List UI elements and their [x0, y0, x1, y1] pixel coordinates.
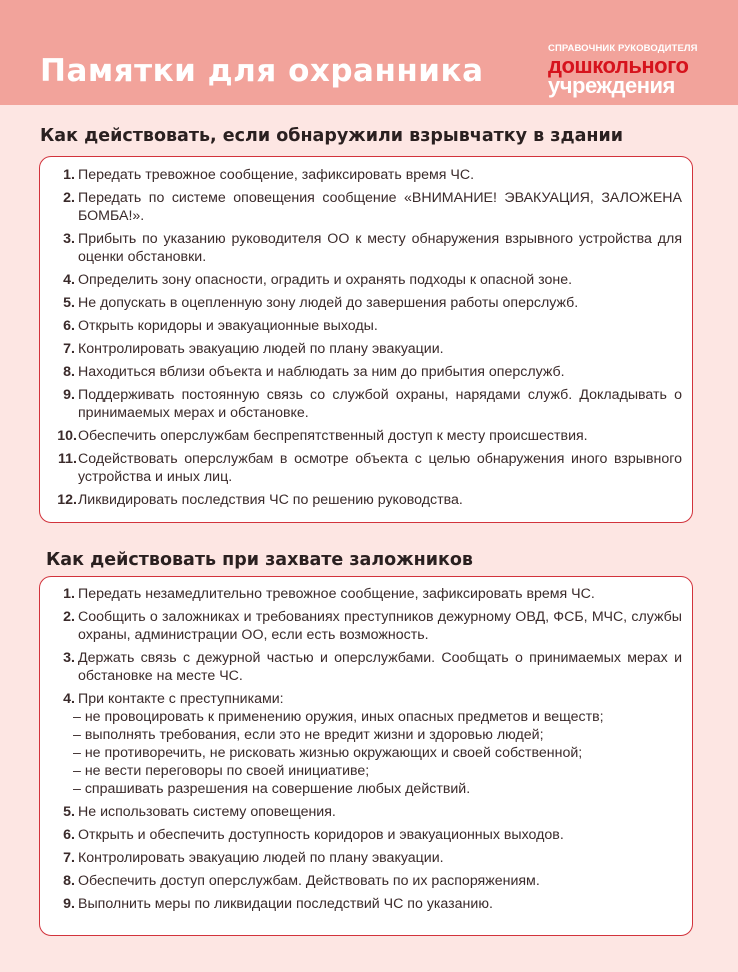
item-text: Прибыть по указанию руководителя ОО к месту обнаружения взрывного устройства для оценки обстановки. — [78, 231, 682, 265]
logo-line-2: дошкольного — [548, 52, 689, 78]
list-item — [40, 895, 692, 913]
sub-item: – не вести переговоры по своей инициативе; — [73, 763, 370, 779]
sub-item: – выполнять требования, если это не вредит жизни и здоровью людей; — [73, 727, 544, 743]
item-number: 6. — [63, 318, 75, 334]
item-text: Не допускать в оцепленную зону людей до завершения работы оперслужб. — [78, 295, 579, 311]
item-number: 8. — [63, 364, 75, 380]
item-number: 4. — [63, 272, 75, 288]
item-number: 8. — [63, 873, 75, 889]
item-text: Ликвидировать последствия ЧС по решению руководства. — [78, 492, 463, 508]
list-item — [40, 649, 692, 685]
item-text: Передать незамедлительно тревожное сообщение, зафиксировать время ЧС. — [78, 586, 595, 602]
list-item — [40, 585, 692, 603]
section1-list — [40, 166, 692, 509]
item-text: Передать тревожное сообщение, зафиксировать время ЧС. — [78, 167, 475, 183]
logo-line-3: учреждения — [548, 72, 675, 98]
section1-title: Как действовать, если обнаружили взрывчатку в здании — [40, 126, 624, 146]
list-item — [40, 386, 692, 422]
section2-box — [39, 576, 693, 936]
item-number: 9. — [63, 896, 75, 912]
section2-list — [40, 585, 692, 913]
list-item — [40, 363, 692, 381]
page-header — [0, 0, 738, 105]
item-text: Определить зону опасности, оградить и охранять подходы к опасной зоне. — [78, 272, 573, 288]
list-item — [40, 294, 692, 312]
item-text: Держать связь с дежурной частью и оперслужбами. Сообщать о принимаемых мерах и обстановке на месте ЧС. — [78, 650, 682, 684]
item-text: Обеспечить доступ оперслужбам. Действовать по их распоряжениям. — [78, 873, 540, 889]
list-item — [40, 166, 692, 184]
item-text: Содействовать оперслужбам в осмотре объекта с целью обнаружения иного взрывного устройства и иных лиц. — [78, 451, 682, 485]
list-item — [40, 608, 692, 644]
item-number: 3. — [63, 231, 75, 247]
item-text: Открыть коридоры и эвакуационные выходы. — [78, 318, 378, 334]
item-number: 3. — [63, 650, 75, 666]
item-number: 4. — [63, 691, 75, 707]
list-item — [40, 427, 692, 445]
list-item — [40, 189, 692, 225]
item-text: Поддерживать постоянную связь со службой охраны, нарядами служб. Докладывать о принимаемых мерах и обстановке. — [78, 387, 682, 421]
item-text: Сообщить о заложниках и требованиях преступников дежурному ОВД, ФСБ, МЧС, службы охраны, администрации ОО, если есть возможность. — [78, 609, 682, 643]
list-item — [40, 450, 692, 486]
list-item — [40, 317, 692, 335]
item-number: 1. — [63, 586, 75, 602]
item-number: 9. — [63, 387, 75, 403]
list-item — [40, 340, 692, 358]
item-text: Контролировать эвакуацию людей по плану эвакуации. — [78, 341, 444, 357]
item-number: 2. — [63, 609, 75, 625]
item-number: 11. — [58, 451, 77, 467]
item-number: 7. — [63, 850, 75, 866]
item-text: Передать по системе оповещения сообщение «ВНИМАНИЕ! ЭВАКУАЦИЯ, ЗАЛОЖЕНА БОМБА!». — [78, 190, 682, 224]
item-number: 5. — [63, 295, 75, 311]
list-item — [40, 826, 692, 844]
list-item — [40, 849, 692, 867]
list-item — [40, 690, 692, 798]
section2-title: Как действовать при захвате заложников — [46, 550, 473, 570]
item-number: 6. — [63, 827, 75, 843]
item-number: 12. — [57, 492, 77, 508]
list-item — [40, 491, 692, 509]
list-item — [40, 803, 692, 821]
sub-item: – не провоцировать к применению оружия, иных опасных предметов и веществ; — [73, 709, 604, 725]
publication-logo — [548, 44, 698, 97]
item-text: Не использовать систему оповещения. — [78, 804, 336, 820]
item-text: При контакте с преступниками: — [78, 691, 284, 707]
item-text: Контролировать эвакуацию людей по плану эвакуации. — [78, 850, 444, 866]
item-text: Находиться вблизи объекта и наблюдать за ним до прибытия оперслужб. — [78, 364, 565, 380]
item-number: 10. — [57, 428, 77, 444]
list-item — [40, 230, 692, 266]
sub-item: – не противоречить, не рисковать жизнью окружающих и своей собственной; — [73, 745, 583, 761]
item-number: 5. — [63, 804, 75, 820]
list-item — [40, 271, 692, 289]
item-text: Обеспечить оперслужбам беспрепятственный доступ к месту происшествия. — [78, 428, 588, 444]
item-text: Открыть и обеспечить доступность коридоров и эвакуационных выходов. — [78, 827, 564, 843]
page-title: Памятки для охранника — [40, 53, 484, 89]
sub-item: – спрашивать разрешения на совершение любых действий. — [73, 781, 471, 797]
logo-line-1: СПРАВОЧНИК РУКОВОДИТЕЛЯ — [548, 43, 698, 54]
item-number: 7. — [63, 341, 75, 357]
item-number: 1. — [63, 167, 75, 183]
section1-box — [39, 156, 693, 523]
list-item — [40, 872, 692, 890]
item-number: 2. — [63, 190, 75, 206]
item-text: Выполнить меры по ликвидации последствий ЧС по указанию. — [78, 896, 493, 912]
